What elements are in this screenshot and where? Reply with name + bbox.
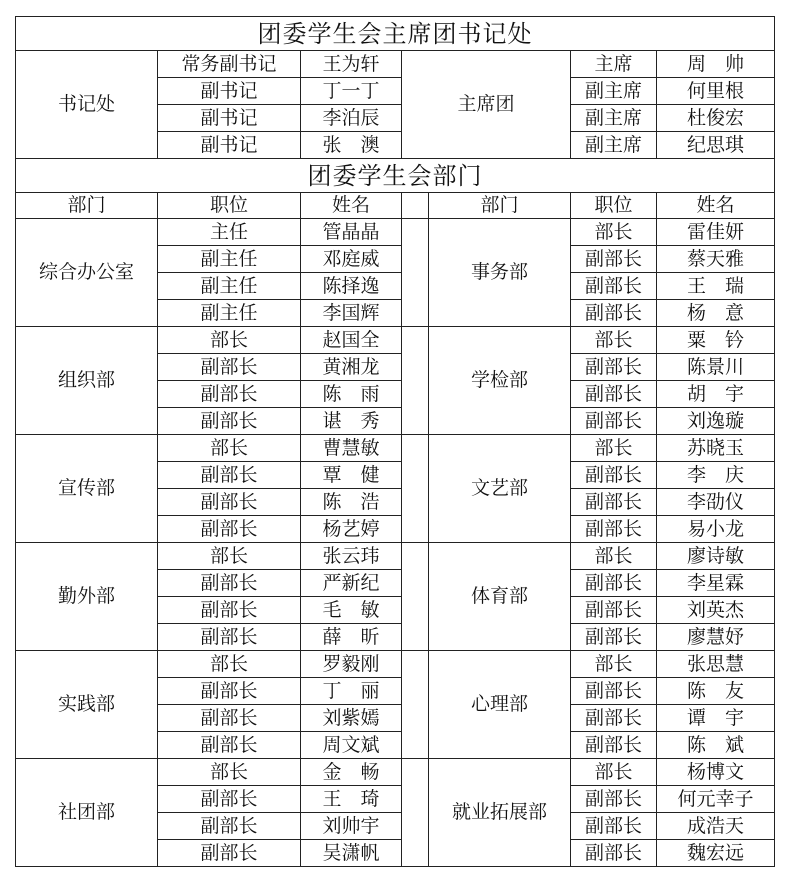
member-position: 副部长 xyxy=(571,840,657,867)
member-position: 副部长 xyxy=(571,516,657,543)
department-name: 宣传部 xyxy=(16,435,158,543)
column-gap xyxy=(402,354,429,381)
column-gap xyxy=(402,462,429,489)
secretariat-position: 副书记 xyxy=(158,105,301,132)
member-position: 副部长 xyxy=(158,705,301,732)
member-position: 副部长 xyxy=(571,624,657,651)
member-name: 廖慧妤 xyxy=(657,624,775,651)
presidium-name: 纪思琪 xyxy=(657,132,775,159)
member-position: 部长 xyxy=(571,435,657,462)
column-gap xyxy=(402,300,429,327)
member-position: 副主任 xyxy=(158,300,301,327)
member-position: 副部长 xyxy=(571,246,657,273)
member-position: 副部长 xyxy=(571,489,657,516)
column-gap xyxy=(402,678,429,705)
department-name: 体育部 xyxy=(429,543,571,651)
column-gap xyxy=(402,327,429,354)
member-name: 魏宏远 xyxy=(657,840,775,867)
member-name: 李 庆 xyxy=(657,462,775,489)
member-position: 部长 xyxy=(571,759,657,786)
member-name: 丁 丽 xyxy=(301,678,402,705)
member-name: 蔡天雅 xyxy=(657,246,775,273)
column-gap xyxy=(402,705,429,732)
column-gap xyxy=(402,840,429,867)
member-name: 雷佳妍 xyxy=(657,219,775,246)
member-position: 部长 xyxy=(571,219,657,246)
department-name: 组织部 xyxy=(16,327,158,435)
column-gap xyxy=(402,813,429,840)
member-name: 杨 意 xyxy=(657,300,775,327)
secretariat-name: 李泊辰 xyxy=(301,105,402,132)
member-name: 陈 浩 xyxy=(301,489,402,516)
member-position: 副部长 xyxy=(571,597,657,624)
member-name: 陈 斌 xyxy=(657,732,775,759)
member-name: 管晶晶 xyxy=(301,219,402,246)
member-name: 张思慧 xyxy=(657,651,775,678)
presidium-position: 副主席 xyxy=(571,105,657,132)
member-name: 杨艺婷 xyxy=(301,516,402,543)
member-name: 金 畅 xyxy=(301,759,402,786)
header-position: 职位 xyxy=(158,193,301,219)
member-name: 毛 敏 xyxy=(301,597,402,624)
roster-table xyxy=(15,16,775,867)
column-gap xyxy=(402,246,429,273)
member-name: 谭 宇 xyxy=(657,705,775,732)
secretariat-name: 丁一丁 xyxy=(301,78,402,105)
member-position: 部长 xyxy=(571,543,657,570)
member-name: 苏晓玉 xyxy=(657,435,775,462)
member-position: 副主任 xyxy=(158,273,301,300)
member-position: 副部长 xyxy=(571,813,657,840)
department-name: 社团部 xyxy=(16,759,158,867)
member-name: 覃 健 xyxy=(301,462,402,489)
member-position: 副主任 xyxy=(158,246,301,273)
member-position: 部长 xyxy=(571,651,657,678)
department-name: 文艺部 xyxy=(429,435,571,543)
member-name: 黄湘龙 xyxy=(301,354,402,381)
member-position: 副部长 xyxy=(571,273,657,300)
member-position: 副部长 xyxy=(158,624,301,651)
secretariat-label: 书记处 xyxy=(16,51,158,159)
member-name: 刘帅宇 xyxy=(301,813,402,840)
member-name: 何元幸子 xyxy=(657,786,775,813)
member-position: 副部长 xyxy=(158,354,301,381)
member-name: 粟 钤 xyxy=(657,327,775,354)
member-position: 副部长 xyxy=(571,678,657,705)
member-name: 周文斌 xyxy=(301,732,402,759)
presidium-label: 主席团 xyxy=(402,51,571,159)
presidium-name: 杜俊宏 xyxy=(657,105,775,132)
member-position: 副部长 xyxy=(571,732,657,759)
member-name: 陈景川 xyxy=(657,354,775,381)
secretariat-position: 常务副书记 xyxy=(158,51,301,78)
secretariat-name: 王为轩 xyxy=(301,51,402,78)
member-position: 副部长 xyxy=(571,300,657,327)
member-name: 李星霖 xyxy=(657,570,775,597)
column-gap xyxy=(402,624,429,651)
member-name: 邓庭威 xyxy=(301,246,402,273)
department-name: 实践部 xyxy=(16,651,158,759)
department-name: 综合办公室 xyxy=(16,219,158,327)
member-position: 副部长 xyxy=(158,381,301,408)
column-gap xyxy=(402,570,429,597)
department-name: 事务部 xyxy=(429,219,571,327)
presidium-position: 副主席 xyxy=(571,132,657,159)
column-gap xyxy=(402,516,429,543)
member-name: 王 琦 xyxy=(301,786,402,813)
member-position: 副部长 xyxy=(571,705,657,732)
department-name: 勤外部 xyxy=(16,543,158,651)
member-position: 副部长 xyxy=(158,786,301,813)
member-name: 曹慧敏 xyxy=(301,435,402,462)
member-name: 薛 昕 xyxy=(301,624,402,651)
member-name: 廖诗敏 xyxy=(657,543,775,570)
header-position: 职位 xyxy=(571,193,657,219)
member-name: 罗毅刚 xyxy=(301,651,402,678)
member-name: 易小龙 xyxy=(657,516,775,543)
column-gap xyxy=(402,193,429,219)
member-position: 副部长 xyxy=(571,462,657,489)
department-name: 就业拓展部 xyxy=(429,759,571,867)
member-position: 副部长 xyxy=(158,408,301,435)
member-name: 杨博文 xyxy=(657,759,775,786)
leadership-title: 团委学生会主席团书记处 xyxy=(16,17,775,51)
member-position: 部长 xyxy=(158,327,301,354)
member-position: 副部长 xyxy=(571,354,657,381)
member-position: 部长 xyxy=(158,435,301,462)
secretariat-position: 副书记 xyxy=(158,132,301,159)
member-position: 副部长 xyxy=(158,597,301,624)
departments-title: 团委学生会部门 xyxy=(16,159,775,193)
member-name: 王 瑞 xyxy=(657,273,775,300)
member-position: 副部长 xyxy=(158,462,301,489)
member-name: 刘英杰 xyxy=(657,597,775,624)
member-name: 刘紫嫣 xyxy=(301,705,402,732)
presidium-name: 何里根 xyxy=(657,78,775,105)
member-position: 部长 xyxy=(158,651,301,678)
member-name: 胡 宇 xyxy=(657,381,775,408)
column-gap xyxy=(402,273,429,300)
member-name: 刘逸璇 xyxy=(657,408,775,435)
presidium-name: 周 帅 xyxy=(657,51,775,78)
member-position: 副部长 xyxy=(158,732,301,759)
member-position: 副部长 xyxy=(158,489,301,516)
member-position: 副部长 xyxy=(158,840,301,867)
member-position: 副部长 xyxy=(571,786,657,813)
header-dept: 部门 xyxy=(16,193,158,219)
member-name: 成浩天 xyxy=(657,813,775,840)
member-position: 副部长 xyxy=(158,570,301,597)
header-name: 姓名 xyxy=(657,193,775,219)
presidium-position: 主席 xyxy=(571,51,657,78)
member-name: 谌 秀 xyxy=(301,408,402,435)
header-dept: 部门 xyxy=(429,193,571,219)
column-gap xyxy=(402,543,429,570)
member-name: 吴潇帆 xyxy=(301,840,402,867)
member-name: 张云玮 xyxy=(301,543,402,570)
member-name: 陈 友 xyxy=(657,678,775,705)
presidium-position: 副主席 xyxy=(571,78,657,105)
department-name: 心理部 xyxy=(429,651,571,759)
member-position: 部长 xyxy=(571,327,657,354)
member-name: 严新纪 xyxy=(301,570,402,597)
column-gap xyxy=(402,759,429,786)
member-name: 李劭仪 xyxy=(657,489,775,516)
column-gap xyxy=(402,786,429,813)
member-name: 赵国全 xyxy=(301,327,402,354)
column-gap xyxy=(402,597,429,624)
member-name: 陈择逸 xyxy=(301,273,402,300)
header-name: 姓名 xyxy=(301,193,402,219)
member-position: 主任 xyxy=(158,219,301,246)
member-name: 陈 雨 xyxy=(301,381,402,408)
department-name: 学检部 xyxy=(429,327,571,435)
member-position: 副部长 xyxy=(158,516,301,543)
member-position: 部长 xyxy=(158,759,301,786)
member-name: 李国辉 xyxy=(301,300,402,327)
column-gap xyxy=(402,489,429,516)
column-gap xyxy=(402,219,429,246)
member-position: 副部长 xyxy=(571,570,657,597)
secretariat-position: 副书记 xyxy=(158,78,301,105)
member-position: 副部长 xyxy=(158,678,301,705)
member-position: 部长 xyxy=(158,543,301,570)
member-position: 副部长 xyxy=(158,813,301,840)
column-gap xyxy=(402,435,429,462)
member-position: 副部长 xyxy=(571,381,657,408)
member-position: 副部长 xyxy=(571,408,657,435)
column-gap xyxy=(402,732,429,759)
column-gap xyxy=(402,651,429,678)
secretariat-name: 张 澳 xyxy=(301,132,402,159)
column-gap xyxy=(402,408,429,435)
column-gap xyxy=(402,381,429,408)
